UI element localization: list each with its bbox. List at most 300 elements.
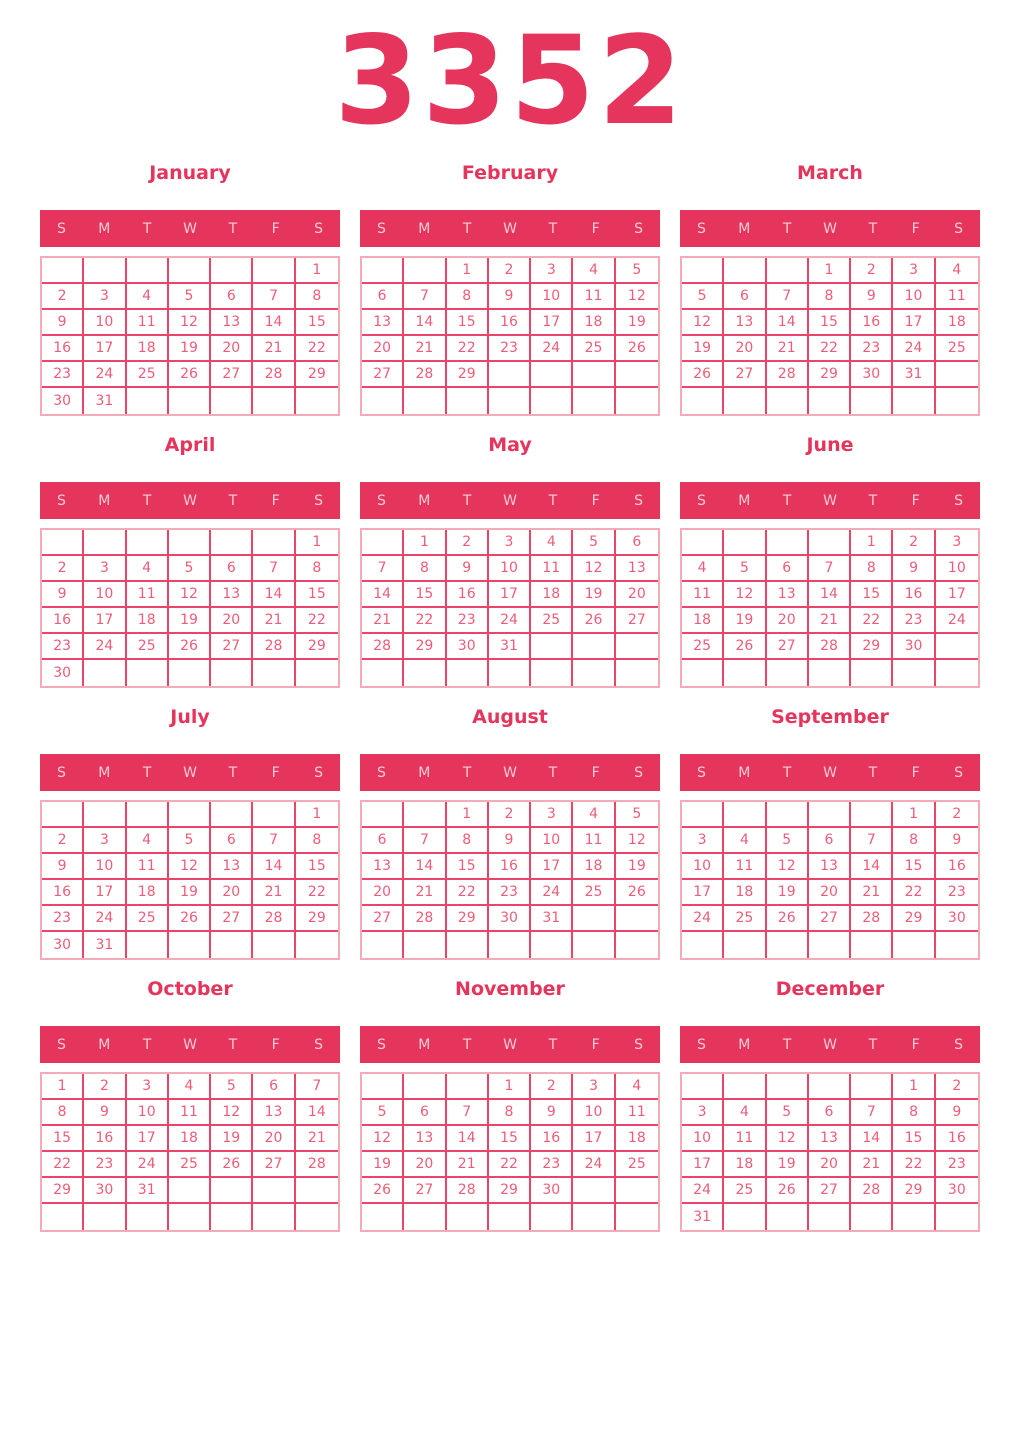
day-cell: 25 [127, 634, 169, 660]
weekday-label: T [868, 220, 878, 237]
day-cell: 7 [767, 284, 809, 310]
day-cell: 28 [253, 362, 295, 388]
weekday-label: F [911, 764, 920, 781]
day-cell: 2 [84, 1074, 126, 1100]
day-cell-empty [211, 802, 253, 828]
day-cell-empty [809, 1204, 851, 1230]
day-cell-empty [851, 388, 893, 414]
weekday-label: S [56, 1036, 66, 1053]
day-cell: 8 [489, 1100, 531, 1126]
day-cell-empty [253, 388, 295, 414]
day-cell: 16 [489, 854, 531, 880]
day-cell: 7 [253, 284, 295, 310]
day-cell: 22 [851, 608, 893, 634]
weekday-bar [680, 754, 980, 791]
day-cell: 6 [404, 1100, 446, 1126]
day-cell: 1 [893, 802, 935, 828]
day-cell-empty [84, 660, 126, 686]
day-cell: 23 [84, 1152, 126, 1178]
weekday-label: F [271, 220, 280, 237]
day-cell: 3 [84, 828, 126, 854]
day-cell: 26 [724, 634, 766, 660]
weekday-label: S [314, 764, 324, 781]
day-cell: 20 [253, 1126, 295, 1152]
day-cell-empty [573, 388, 615, 414]
day-cell-empty [531, 932, 573, 958]
weekday-label: S [634, 1036, 644, 1053]
day-cell: 18 [682, 608, 724, 634]
month-section [680, 978, 980, 1232]
day-cell: 17 [573, 1126, 615, 1152]
day-cell: 16 [531, 1126, 573, 1152]
day-cell-empty [531, 1204, 573, 1230]
weekday-label: W [823, 764, 837, 781]
day-cell-empty [936, 1204, 978, 1230]
day-cell-empty [404, 1204, 446, 1230]
weekday-label: S [314, 220, 324, 237]
day-cell: 14 [296, 1100, 338, 1126]
day-cell: 7 [253, 556, 295, 582]
day-cell: 15 [893, 854, 935, 880]
day-cell: 7 [851, 1100, 893, 1126]
day-cell: 5 [767, 828, 809, 854]
day-cell-empty [851, 1074, 893, 1100]
weekday-label: T [142, 220, 152, 237]
day-cell-empty [767, 802, 809, 828]
day-cell-empty [682, 802, 724, 828]
day-cell: 18 [936, 310, 978, 336]
day-cell: 17 [84, 880, 126, 906]
month-days [680, 256, 980, 416]
weekday-label: F [591, 492, 600, 509]
day-cell: 24 [84, 906, 126, 932]
day-cell-empty [809, 932, 851, 958]
weekday-label: F [911, 492, 920, 509]
day-cell: 27 [253, 1152, 295, 1178]
day-cell: 12 [169, 310, 211, 336]
day-cell: 14 [404, 854, 446, 880]
day-cell: 22 [893, 1152, 935, 1178]
day-cell-empty [253, 258, 295, 284]
weekday-label: M [418, 220, 431, 237]
day-cell: 4 [616, 1074, 658, 1100]
day-cell: 18 [127, 336, 169, 362]
day-cell: 2 [936, 1074, 978, 1100]
day-cell: 26 [169, 906, 211, 932]
weekday-label: T [142, 1036, 152, 1053]
weekday-label: T [228, 764, 238, 781]
day-cell-empty [169, 1178, 211, 1204]
day-cell: 17 [127, 1126, 169, 1152]
day-cell: 8 [851, 556, 893, 582]
day-cell: 4 [127, 556, 169, 582]
day-cell-empty [616, 1204, 658, 1230]
day-cell: 13 [404, 1126, 446, 1152]
day-cell-empty [809, 1074, 851, 1100]
weekday-label: T [548, 492, 558, 509]
day-cell-empty [127, 932, 169, 958]
day-cell: 29 [489, 1178, 531, 1204]
day-cell: 15 [447, 310, 489, 336]
day-cell: 13 [724, 310, 766, 336]
month-section [360, 162, 660, 416]
day-cell: 17 [531, 854, 573, 880]
month-section [680, 162, 980, 416]
day-cell: 7 [809, 556, 851, 582]
day-cell: 7 [851, 828, 893, 854]
day-cell: 6 [724, 284, 766, 310]
day-cell: 6 [809, 1100, 851, 1126]
day-cell-empty [851, 802, 893, 828]
day-cell: 10 [893, 284, 935, 310]
day-cell-empty [211, 530, 253, 556]
day-cell-empty [127, 530, 169, 556]
day-cell: 26 [169, 634, 211, 660]
day-cell-empty [893, 1204, 935, 1230]
month-section [680, 434, 980, 688]
day-cell: 1 [296, 258, 338, 284]
day-cell: 3 [936, 530, 978, 556]
month-section [680, 706, 980, 960]
day-cell-empty [809, 388, 851, 414]
day-cell-empty [404, 1074, 446, 1100]
day-cell-empty [296, 388, 338, 414]
day-cell: 31 [84, 388, 126, 414]
day-cell: 18 [169, 1126, 211, 1152]
month-title: August [472, 706, 548, 728]
day-cell: 24 [531, 336, 573, 362]
day-cell: 4 [127, 284, 169, 310]
weekday-label: S [696, 764, 706, 781]
day-cell-empty [724, 388, 766, 414]
weekday-bar [680, 210, 980, 247]
day-cell-empty [767, 932, 809, 958]
day-cell-empty [724, 1204, 766, 1230]
day-cell: 1 [893, 1074, 935, 1100]
day-cell: 9 [893, 556, 935, 582]
day-cell: 7 [362, 556, 404, 582]
day-cell: 1 [404, 530, 446, 556]
day-cell: 29 [893, 1178, 935, 1204]
day-cell: 27 [362, 906, 404, 932]
day-cell: 17 [84, 608, 126, 634]
day-cell: 25 [616, 1152, 658, 1178]
day-cell-empty [724, 932, 766, 958]
day-cell: 15 [851, 582, 893, 608]
weekday-label: W [823, 220, 837, 237]
day-cell: 7 [404, 828, 446, 854]
day-cell: 10 [84, 854, 126, 880]
day-cell: 10 [573, 1100, 615, 1126]
weekday-bar [680, 482, 980, 519]
day-cell: 28 [362, 634, 404, 660]
day-cell-empty [169, 258, 211, 284]
day-cell-empty [936, 388, 978, 414]
day-cell-empty [573, 1204, 615, 1230]
day-cell-empty [724, 258, 766, 284]
day-cell: 15 [296, 854, 338, 880]
day-cell-empty [767, 1074, 809, 1100]
day-cell: 16 [489, 310, 531, 336]
day-cell: 8 [404, 556, 446, 582]
day-cell: 5 [767, 1100, 809, 1126]
day-cell: 6 [616, 530, 658, 556]
day-cell-empty [531, 660, 573, 686]
weekday-label: S [634, 764, 644, 781]
day-cell: 14 [851, 1126, 893, 1152]
weekday-label: W [183, 764, 197, 781]
month-title: November [455, 978, 565, 1000]
month-title: December [775, 978, 885, 1000]
day-cell: 10 [682, 1126, 724, 1152]
day-cell: 26 [169, 362, 211, 388]
day-cell-empty [447, 1204, 489, 1230]
weekday-label: S [376, 492, 386, 509]
day-cell: 11 [616, 1100, 658, 1126]
day-cell: 16 [893, 582, 935, 608]
day-cell-empty [809, 802, 851, 828]
day-cell-empty [489, 1204, 531, 1230]
month-days [360, 256, 660, 416]
day-cell: 5 [362, 1100, 404, 1126]
day-cell: 23 [447, 608, 489, 634]
day-cell: 28 [253, 906, 295, 932]
weekday-label: W [183, 220, 197, 237]
day-cell: 6 [362, 284, 404, 310]
day-cell-empty [42, 1204, 84, 1230]
day-cell: 29 [296, 634, 338, 660]
day-cell: 25 [682, 634, 724, 660]
weekday-label: T [782, 492, 792, 509]
weekday-label: F [911, 220, 920, 237]
day-cell: 3 [682, 1100, 724, 1126]
month-section [360, 434, 660, 688]
day-cell: 22 [296, 608, 338, 634]
day-cell: 12 [211, 1100, 253, 1126]
day-cell-empty [616, 660, 658, 686]
day-cell-empty [573, 634, 615, 660]
weekday-label: S [634, 220, 644, 237]
day-cell: 3 [893, 258, 935, 284]
day-cell: 10 [127, 1100, 169, 1126]
day-cell: 11 [127, 582, 169, 608]
day-cell: 16 [42, 880, 84, 906]
day-cell: 26 [767, 906, 809, 932]
day-cell: 2 [489, 258, 531, 284]
day-cell-empty [127, 802, 169, 828]
day-cell: 25 [169, 1152, 211, 1178]
day-cell: 8 [809, 284, 851, 310]
day-cell-empty [447, 932, 489, 958]
month-title: March [797, 162, 863, 184]
weekday-label: M [738, 1036, 751, 1053]
day-cell: 8 [447, 284, 489, 310]
day-cell: 4 [573, 258, 615, 284]
day-cell-empty [169, 1204, 211, 1230]
day-cell-empty [573, 362, 615, 388]
month-title: October [147, 978, 233, 1000]
day-cell: 28 [767, 362, 809, 388]
weekday-label: S [954, 220, 964, 237]
day-cell-empty [682, 932, 724, 958]
day-cell: 27 [211, 906, 253, 932]
day-cell: 12 [767, 1126, 809, 1152]
day-cell: 13 [767, 582, 809, 608]
day-cell: 21 [851, 880, 893, 906]
day-cell: 24 [531, 880, 573, 906]
day-cell: 12 [616, 828, 658, 854]
month-days [360, 528, 660, 688]
day-cell-empty [84, 258, 126, 284]
day-cell-empty [211, 932, 253, 958]
day-cell-empty [362, 258, 404, 284]
day-cell: 17 [531, 310, 573, 336]
day-cell: 1 [809, 258, 851, 284]
day-cell: 23 [893, 608, 935, 634]
day-cell-empty [296, 1178, 338, 1204]
day-cell: 15 [809, 310, 851, 336]
day-cell: 28 [404, 906, 446, 932]
day-cell: 26 [767, 1178, 809, 1204]
weekday-bar [40, 482, 340, 519]
day-cell: 3 [531, 802, 573, 828]
day-cell-empty [42, 258, 84, 284]
day-cell: 19 [573, 582, 615, 608]
day-cell: 22 [42, 1152, 84, 1178]
day-cell: 24 [893, 336, 935, 362]
day-cell: 7 [253, 828, 295, 854]
day-cell: 3 [84, 556, 126, 582]
day-cell: 30 [531, 1178, 573, 1204]
day-cell: 14 [447, 1126, 489, 1152]
day-cell-empty [682, 660, 724, 686]
month-section [360, 978, 660, 1232]
day-cell-empty [682, 388, 724, 414]
weekday-bar [40, 754, 340, 791]
month-title: June [806, 434, 854, 456]
day-cell: 20 [767, 608, 809, 634]
day-cell-empty [169, 802, 211, 828]
day-cell: 4 [531, 530, 573, 556]
day-cell: 27 [211, 634, 253, 660]
day-cell-empty [127, 258, 169, 284]
day-cell: 30 [42, 660, 84, 686]
weekday-label: F [911, 1036, 920, 1053]
day-cell-empty [127, 1204, 169, 1230]
day-cell: 11 [127, 310, 169, 336]
day-cell: 26 [682, 362, 724, 388]
day-cell: 6 [211, 284, 253, 310]
day-cell: 19 [211, 1126, 253, 1152]
day-cell: 17 [682, 880, 724, 906]
day-cell-empty [936, 932, 978, 958]
weekday-label: S [56, 764, 66, 781]
day-cell: 6 [809, 828, 851, 854]
day-cell: 24 [127, 1152, 169, 1178]
day-cell-empty [893, 932, 935, 958]
day-cell-empty [404, 660, 446, 686]
day-cell-empty [851, 1204, 893, 1230]
day-cell: 26 [616, 336, 658, 362]
day-cell: 5 [169, 556, 211, 582]
day-cell-empty [253, 660, 295, 686]
day-cell: 10 [531, 284, 573, 310]
day-cell: 14 [809, 582, 851, 608]
day-cell-empty [531, 388, 573, 414]
day-cell: 27 [362, 362, 404, 388]
day-cell: 19 [616, 310, 658, 336]
day-cell-empty [169, 388, 211, 414]
day-cell-empty [42, 530, 84, 556]
day-cell: 18 [724, 880, 766, 906]
day-cell: 13 [362, 854, 404, 880]
day-cell: 21 [767, 336, 809, 362]
weekday-label: T [462, 764, 472, 781]
day-cell: 8 [893, 1100, 935, 1126]
day-cell: 18 [127, 880, 169, 906]
day-cell: 12 [169, 854, 211, 880]
day-cell: 4 [169, 1074, 211, 1100]
day-cell: 27 [809, 1178, 851, 1204]
day-cell: 31 [127, 1178, 169, 1204]
day-cell: 2 [489, 802, 531, 828]
day-cell-empty [362, 530, 404, 556]
day-cell-empty [447, 388, 489, 414]
weekday-label: F [271, 764, 280, 781]
day-cell: 31 [531, 906, 573, 932]
day-cell: 25 [531, 608, 573, 634]
weekday-label: S [696, 1036, 706, 1053]
day-cell: 30 [936, 1178, 978, 1204]
day-cell: 31 [682, 1204, 724, 1230]
day-cell: 8 [296, 556, 338, 582]
weekday-label: T [462, 492, 472, 509]
day-cell-empty [616, 634, 658, 660]
day-cell: 15 [489, 1126, 531, 1152]
month-days [360, 1072, 660, 1232]
weekday-label: S [696, 220, 706, 237]
day-cell: 11 [724, 1126, 766, 1152]
day-cell-empty [531, 362, 573, 388]
month-days [40, 1072, 340, 1232]
day-cell-empty [489, 660, 531, 686]
day-cell-empty [682, 258, 724, 284]
day-cell: 16 [936, 1126, 978, 1152]
day-cell: 24 [682, 906, 724, 932]
day-cell-empty [724, 1074, 766, 1100]
day-cell: 2 [531, 1074, 573, 1100]
day-cell: 12 [573, 556, 615, 582]
day-cell: 27 [404, 1178, 446, 1204]
weekday-label: M [738, 220, 751, 237]
day-cell: 5 [724, 556, 766, 582]
day-cell-empty [253, 802, 295, 828]
day-cell: 6 [362, 828, 404, 854]
day-cell: 17 [936, 582, 978, 608]
day-cell-empty [362, 932, 404, 958]
day-cell: 22 [296, 336, 338, 362]
day-cell: 29 [447, 362, 489, 388]
day-cell: 19 [767, 880, 809, 906]
weekday-label: T [462, 1036, 472, 1053]
day-cell-empty [211, 388, 253, 414]
weekday-bar [360, 482, 660, 519]
day-cell-empty [936, 660, 978, 686]
weekday-label: F [271, 1036, 280, 1053]
day-cell-empty [616, 906, 658, 932]
day-cell: 21 [253, 608, 295, 634]
day-cell: 31 [84, 932, 126, 958]
